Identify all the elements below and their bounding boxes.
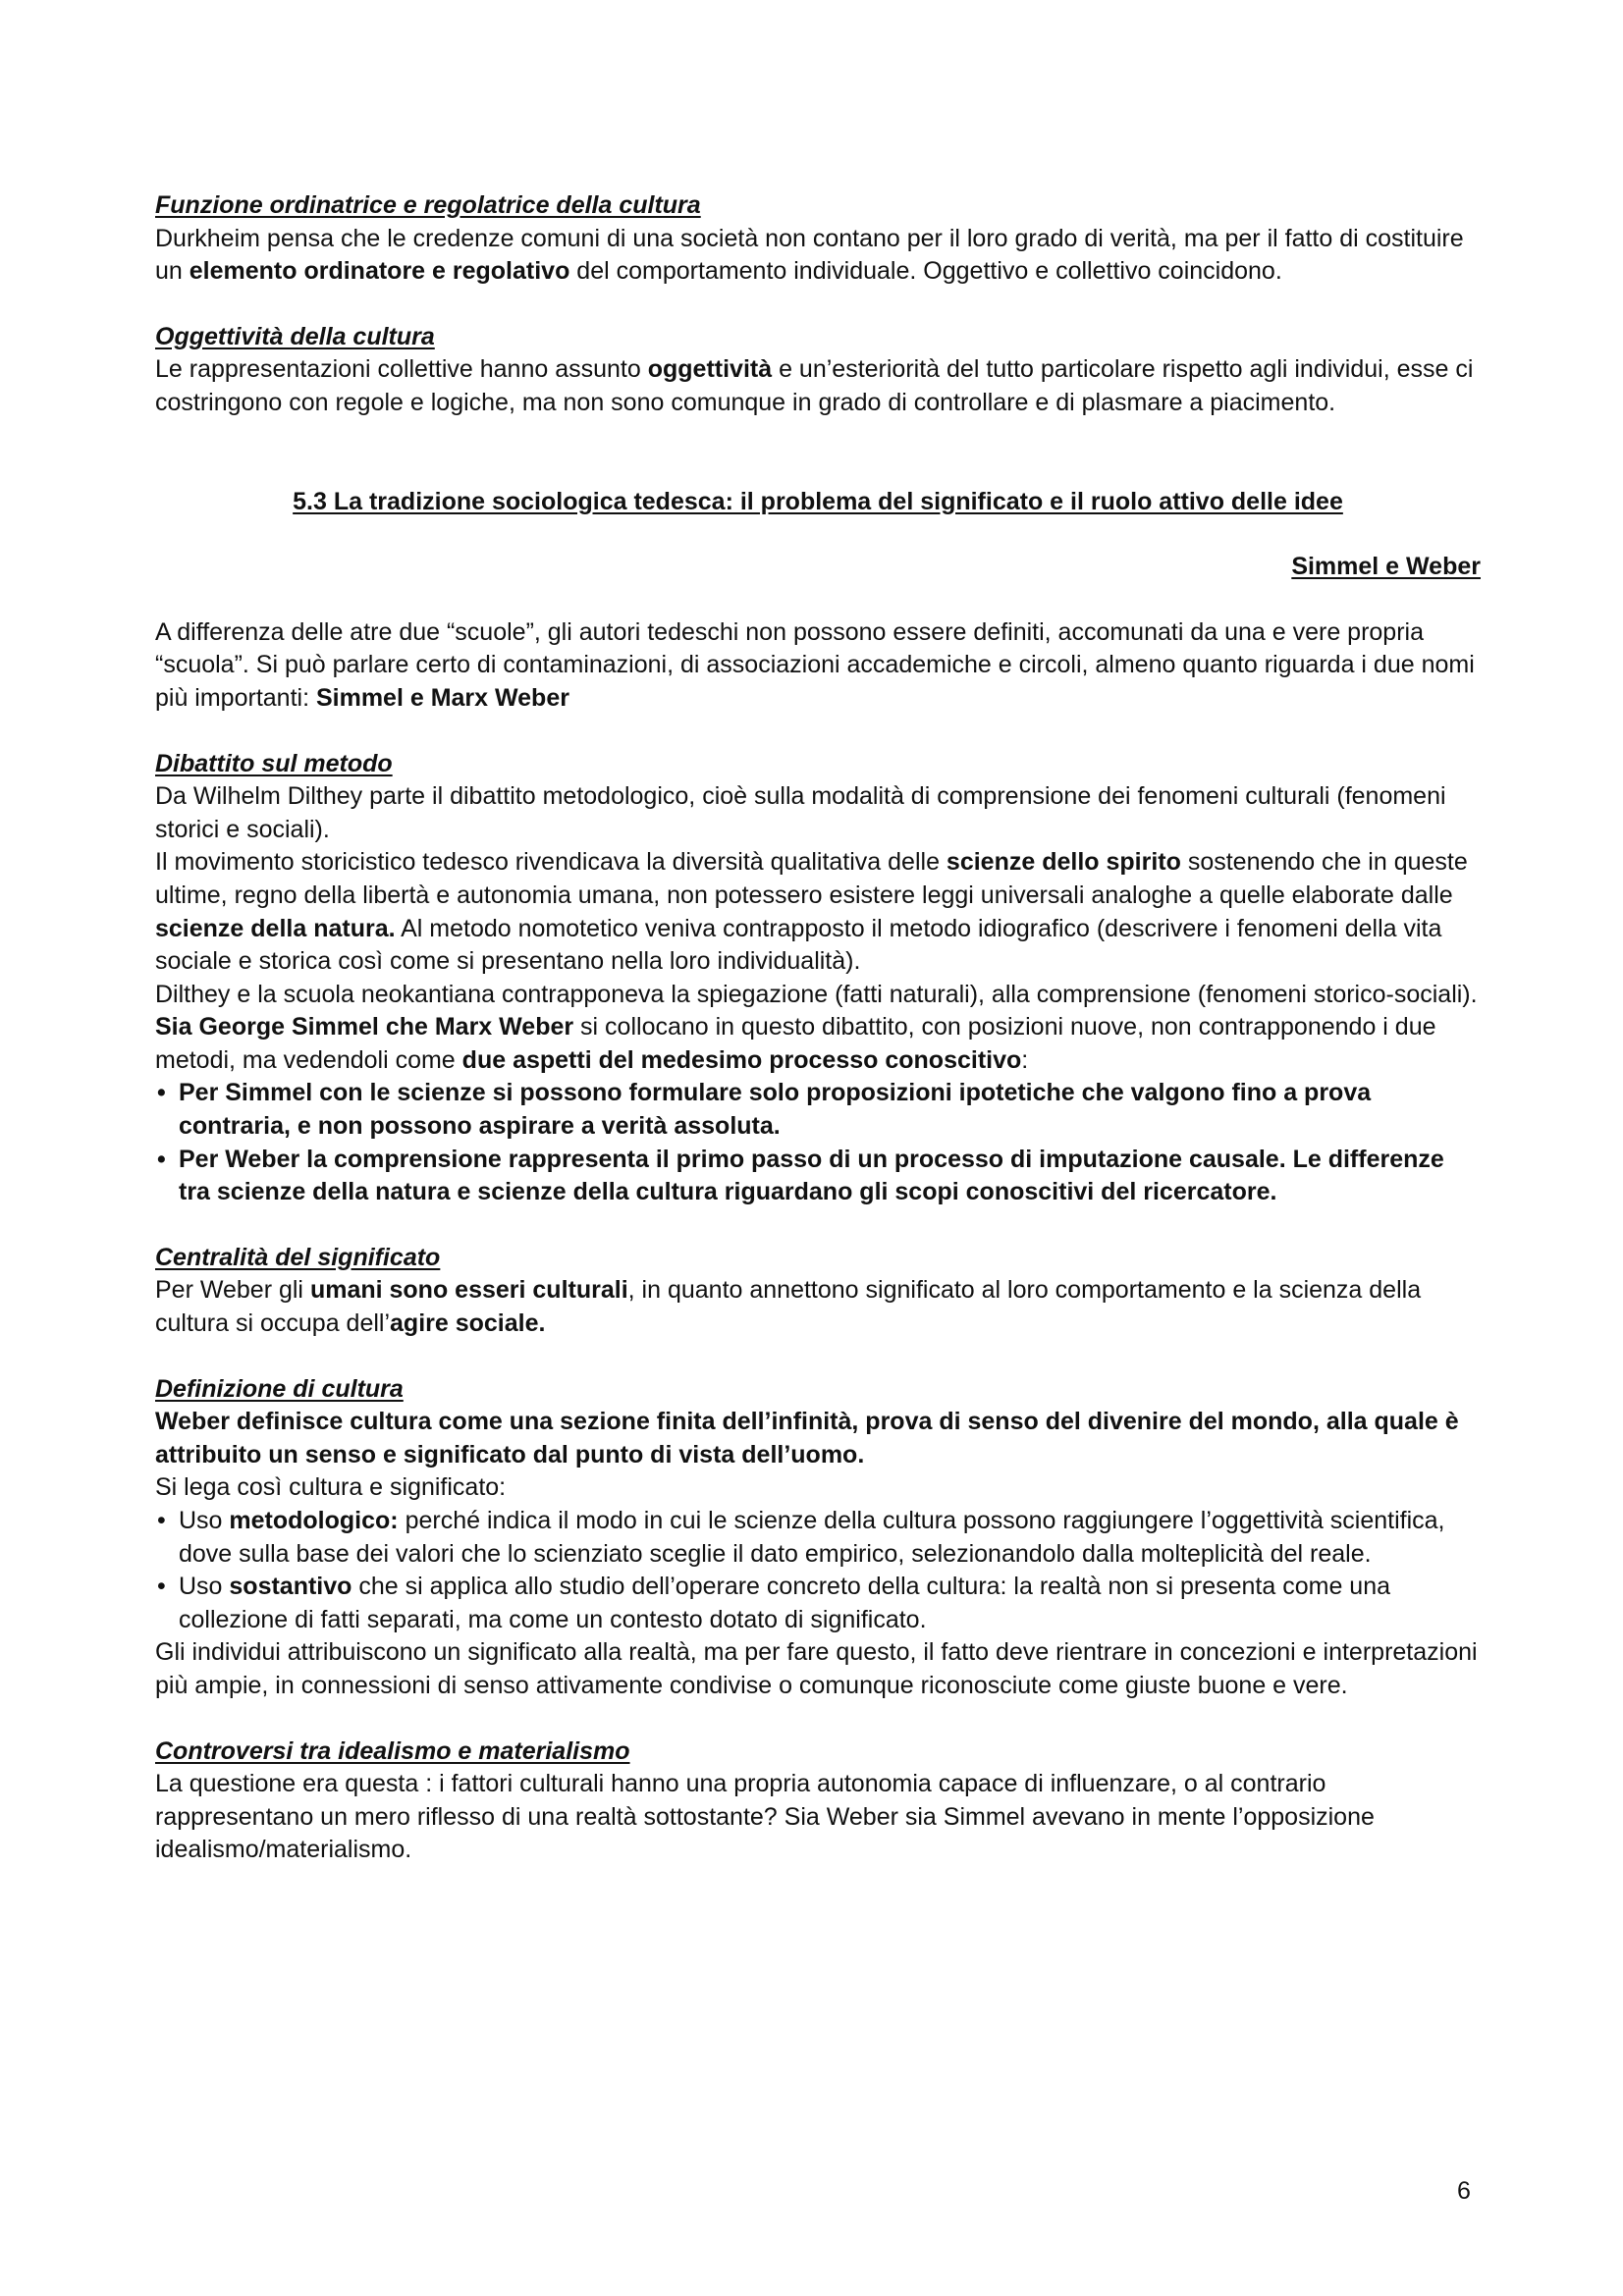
text: che si applica allo studio dell’operare concreto della cultura: la realtà non si presenta come una collezione di fatti separati, ma come un contesto dotato di significato.: [179, 1573, 1391, 1633]
bold-text: scienze della natura.: [155, 914, 396, 942]
text: Uso: [179, 1573, 230, 1601]
text: Per Simmel con le scienze si possono formulare solo proposizioni ipotetiche che valgono fino a prova contraria, e non possono aspirare a verità assoluta.: [179, 1079, 1372, 1141]
bullet-icon: •: [157, 1145, 166, 1173]
bullet-icon: •: [157, 1507, 166, 1534]
document-page: [155, 189, 1481, 1867]
bold-text: due aspetti del medesimo processo conoscitivo: [461, 1045, 1022, 1074]
bold-text: Simmel e Marx Weber: [315, 683, 569, 712]
paragraph-definizione-bold: Weber definisce cultura come una sezione finita dell’infinità, prova di senso del divenire del mondo, alla quale è attribuito un senso e significato dal punto di vista dell’uomo.: [155, 1408, 1459, 1468]
list-item: [155, 1144, 1481, 1209]
section-heading-oggettivita: Oggettività della cultura: [155, 322, 435, 350]
bullet-icon: •: [157, 1079, 166, 1107]
section-heading-centralita: Centralità del significato: [155, 1243, 441, 1271]
paragraph-funzione: [155, 223, 1481, 289]
text: si collocano in questo dibattito, con posizioni nuove, non contrapponendo i due metodi, ma vedendoli come: [155, 1013, 1436, 1074]
section-heading-definizione: Definizione di cultura: [155, 1374, 404, 1403]
text: del comportamento individuale. Oggettivo e collettivo coincidono.: [569, 257, 1282, 286]
page-number: 6: [1457, 2177, 1471, 2205]
bold-text: elemento ordinatore e regolativo: [189, 257, 570, 286]
bold-text: oggettività: [647, 355, 773, 384]
bold-text: sostantivo: [229, 1573, 352, 1601]
list-item: [155, 1077, 1481, 1143]
paragraph-simmel-weber: [155, 1011, 1481, 1077]
text: Le rappresentazioni collettive hanno assunto: [155, 355, 648, 384]
text: Durkheim pensa che le credenze comuni di una società non contano per il loro grado di verità, ma per il fatto di costituire un: [155, 224, 1464, 286]
bold-text: scienze dello spirito: [946, 848, 1181, 877]
bullet-icon: •: [157, 1573, 166, 1601]
paragraph-centralita: [155, 1274, 1481, 1340]
text: sostenendo che in queste ultime, regno della libertà e autonomia umana, non potessero esistere leggi universali analoghe a quelle elaborate dalle: [155, 848, 1468, 909]
text: , in quanto annettono significato al loro comportamento e la scienza della cultura si occupa dell’: [155, 1276, 1422, 1338]
text: Al metodo nomotetico veniva contrapposto il metodo idiografico (descrivere i fenomeni della vita sociale e storica così come si presentano nella loro individualità).: [155, 914, 1442, 976]
paragraph-oggettivita: [155, 353, 1481, 419]
text: Uso: [179, 1507, 230, 1534]
paragraph-neokantiana: Dilthey e la scuola neokantiana contrapponeva la spiegazione (fatti naturali), alla comprensione (fenomeni storico-sociali).: [155, 980, 1478, 1008]
text: perché indica il modo in cui le scienze della cultura possono raggiungere l’oggettività scientifica, dove sulla base dei valori che lo scienziato sceglie il dato empirico, selezionandolo dalla molteplicità del reale.: [179, 1507, 1445, 1568]
bullet-list-uses: [155, 1505, 1481, 1636]
section-heading-funzione: Funzione ordinatrice e regolatrice della cultura: [155, 191, 701, 219]
text: Per Weber gli: [155, 1276, 310, 1305]
list-item: [155, 1571, 1481, 1636]
paragraph-intro: [155, 616, 1481, 716]
text: :: [1021, 1045, 1029, 1074]
bold-text: metodologico:: [229, 1507, 399, 1534]
paragraph-lega: Si lega così cultura e significato:: [155, 1473, 507, 1502]
text: A differenza delle atre due “scuole”, gli autori tedeschi non possono essere definiti, accomunati da una e vere propria “scuola”. Si può parlare certo di contaminazioni, di associazioni accademiche e circoli, almeno quanto riguarda i due nomi più importanti:: [155, 617, 1475, 712]
bold-text: Sia George Simmel che Marx Weber: [155, 1013, 574, 1041]
paragraph-controversi: La questione era questa : i fattori culturali hanno una propria autonomia capace di influenzare, o al contrario rappresentano un mero riflesso di una realtà sottostante? Sia Weber sia Simmel avevano in mente l’opposizione idealismo/materialismo.: [155, 1770, 1375, 1864]
section-heading-dibattito: Dibattito sul metodo: [155, 749, 393, 777]
bullet-list-methods: [155, 1077, 1481, 1208]
paragraph-individui: Gli individui attribuiscono un significato alla realtà, ma per fare questo, il fatto deve rientrare in concezioni e interpretazioni più ampie, in connessioni di senso attivamente condivise o comunque riconosciute come giuste buone e vere.: [155, 1638, 1478, 1699]
section-heading-controversi: Controversi tra idealismo e materialismo: [155, 1736, 630, 1765]
paragraph-storicismo: [155, 846, 1481, 978]
text: Per Weber la comprensione rappresenta il primo passo di un processo di imputazione causale. Le differenze tra scienze della natura e scienze della cultura riguardano gli scopi conoscitivi del ricercatore.: [179, 1145, 1444, 1206]
list-item: [155, 1505, 1481, 1571]
chapter-subtitle: Simmel e Weber: [1291, 553, 1481, 581]
paragraph-dilthey: Da Wilhelm Dilthey parte il dibattito metodologico, cioè sulla modalità di comprensione dei fenomeni culturali (fenomeni storici e sociali).: [155, 782, 1446, 843]
text: e un’esteriorità del tutto particolare rispetto agli individui, esse ci costringono con regole e logiche, ma non sono comunque in grado di controllare e di plasmare a piacimento.: [155, 355, 1474, 416]
chapter-title: 5.3 La tradizione sociologica tedesca: il problema del significato e il ruolo attivo delle idee: [293, 487, 1343, 515]
text: Il movimento storicistico tedesco rivendicava la diversità qualitativa delle: [155, 848, 947, 877]
bold-text: agire sociale.: [390, 1309, 546, 1338]
bold-text: umani sono esseri culturali: [309, 1276, 628, 1305]
